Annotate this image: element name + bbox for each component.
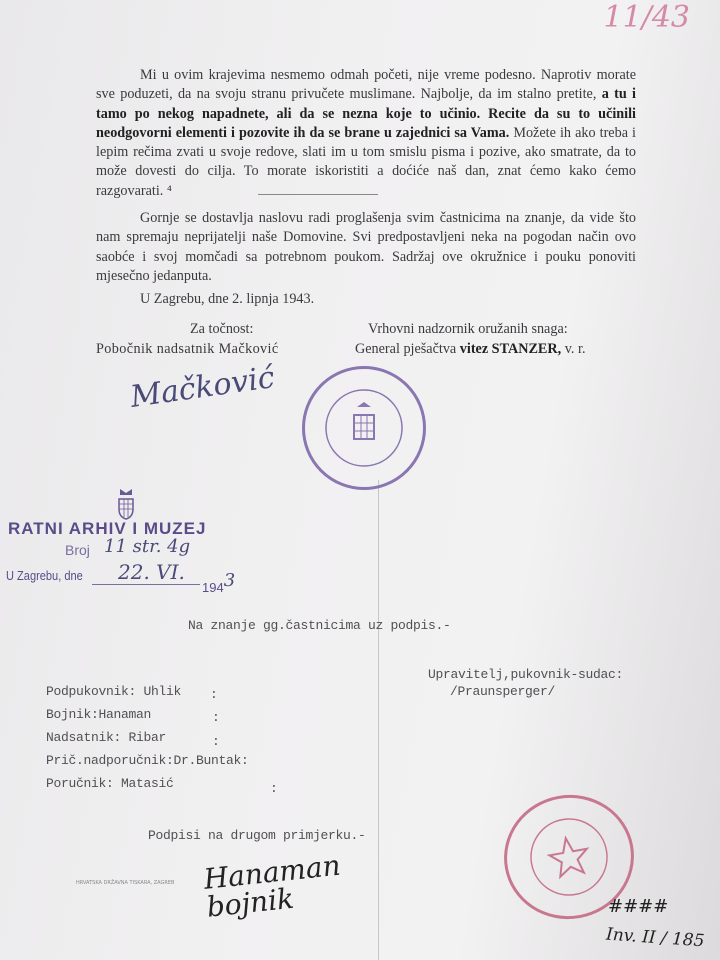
- right-sign-name: General pješačtva vitez STANZER, v. r.: [355, 341, 586, 357]
- crossed-mark: ####: [608, 896, 669, 917]
- officer-5-colon: :: [270, 781, 278, 796]
- officer-2-colon: :: [212, 710, 220, 725]
- p1-bold: a tu i tamo po nekog napadnete, ali da se nezna koje to učinio. Recite da su to učinili neodgovorni elementi i pozovite ih da se brane u zajednici sa Vama.: [96, 86, 636, 141]
- left-sign-label: Za točnost:: [190, 321, 254, 337]
- officer-3-colon: :: [212, 734, 220, 749]
- archive-broj-label: Broj: [65, 542, 90, 558]
- officer-5: Poručnik: Matasić: [46, 776, 174, 791]
- right-sign-label: Vrhovni nadzornik oružanih snaga:: [368, 321, 568, 337]
- director-title: Upravitelj,pukovnik-sudac:: [428, 667, 624, 682]
- officer-1: Podpukovnik: Uhlik: [46, 684, 182, 699]
- p1-start: Mi u ovim krajevima nesmemo odmah početi, nije vreme podesno. Naprotiv morate sve poduzeti, da na svoju stranu privučete muslimane. Najbolje, da im stalno pretite,: [96, 67, 636, 103]
- inventory-note: Inv. II / 185: [605, 924, 706, 952]
- archive-date-line: [92, 584, 200, 585]
- archive-date-label: U Zagrebu, dne: [6, 568, 83, 583]
- director-name: /Praunsperger/: [450, 684, 556, 699]
- stamp-emblem-icon: [309, 373, 419, 483]
- paragraph-1: [96, 66, 636, 201]
- typed-notice: Na znanje gg.častnicima uz podpis.-: [188, 618, 451, 633]
- p1-end: Možete ih ako treba i lepim rečima zvati u svoje redove, slati im u tom smislu pisma i pozive, ako smatrate, da to može dovesti do cilja. To morate iskoristiti a doćiće naš dan, znat ćemo kako ćemo razgovarati. ⁴: [96, 124, 637, 199]
- officer-2: Bojnik:Hanaman: [46, 707, 152, 722]
- archive-date-value: 22. VI.: [118, 560, 185, 584]
- date-line: U Zagrebu, dne 2. lipnja 1943.: [140, 291, 315, 307]
- archive-broj-value: 11 str. 4g: [104, 536, 191, 557]
- copies-note: Podpisi na drugom primjerku.-: [148, 828, 366, 843]
- signature-mackovic: Mačković: [128, 360, 277, 415]
- printer-imprint: HRVATSKA DRŽAVNA TISKARA, ZAGREB: [76, 880, 175, 886]
- archive-year: 1943: [202, 570, 236, 595]
- page-fold: [378, 480, 379, 960]
- purple-round-stamp: [302, 366, 426, 490]
- left-sign-name: Pobočnik nadsatnik Mačković: [96, 341, 279, 357]
- p2-text: Gornje se dostavlja naslovu radi proglašenja svim častnicima na znanje, da vide što nam spremaju neprijatelji naše Domovine. Svi predpostavljeni neka na pogodan način ovo saobće i svoj momčadi sa potrebnom poukom. Sadržaj ove okružnice i pouku ponoviti mjesečno jedanputa.: [96, 210, 636, 284]
- coat-of-arms-icon: [116, 487, 136, 521]
- paragraph-2: [96, 209, 636, 286]
- officer-4: Prič.nadporučnik:Dr.Buntak:: [46, 753, 249, 768]
- signature-hanaman: Hanaman bojnik: [202, 848, 342, 924]
- officer-3: Nadsatnik: Ribar: [46, 730, 167, 745]
- handwritten-page-number: 11/43: [603, 0, 690, 35]
- divider: [258, 194, 378, 195]
- archive-stamp-title: RATNI ARHIV I MUZEJ: [8, 519, 207, 538]
- officer-1-colon: :: [210, 687, 218, 702]
